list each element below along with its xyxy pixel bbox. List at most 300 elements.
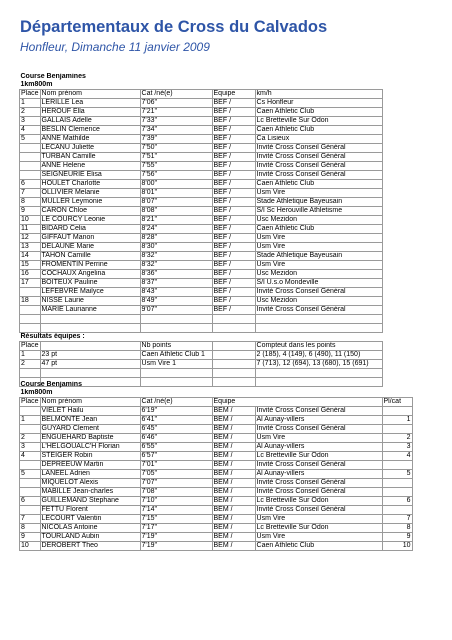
place-cell xyxy=(20,288,41,297)
place-cell: 1 xyxy=(20,416,41,425)
place-cell: 3 xyxy=(20,443,41,452)
result-row xyxy=(20,135,383,144)
name-cell: ANNE Mathilde xyxy=(40,135,140,144)
time-cell: 7'34'' xyxy=(140,126,212,135)
time-cell: 6'19'' xyxy=(140,407,212,416)
time-cell: 8'30'' xyxy=(140,243,212,252)
place-cell: 12 xyxy=(20,234,41,243)
team-members-cell: 7 (713), 12 (694), 13 (680), 15 (691) xyxy=(255,360,382,369)
time-cell: 8'36'' xyxy=(140,270,212,279)
category-cell: BEF / xyxy=(212,252,255,261)
result-row xyxy=(20,126,383,135)
result-row xyxy=(20,470,413,479)
category-cell: BEM / xyxy=(212,488,255,497)
place-cell: 9 xyxy=(20,207,41,216)
time-cell: 8'00'' xyxy=(140,180,212,189)
time-cell: 9'07'' xyxy=(140,306,212,315)
course-distance-row xyxy=(20,81,383,90)
place-cell: 7 xyxy=(20,515,41,524)
category-cell: BEM / xyxy=(212,524,255,533)
name-cell: DELAUNE Marie xyxy=(40,243,140,252)
pl-cat-cell: 5 xyxy=(382,470,412,479)
time-cell: 7'15'' xyxy=(140,515,212,524)
result-row xyxy=(20,99,383,108)
team-cell: Invité Cross Conseil Général xyxy=(255,306,382,315)
results-header xyxy=(40,342,140,351)
category-cell: BEF / xyxy=(212,234,255,243)
place-cell: 13 xyxy=(20,243,41,252)
place-cell xyxy=(20,479,41,488)
team-cell: Lc Bretteville Sur Odon xyxy=(255,452,382,461)
team-cell: Caen Athletic Club xyxy=(255,542,382,551)
team-cell: Al Aunay-villers xyxy=(255,470,382,479)
place-cell: 17 xyxy=(20,279,41,288)
name-cell: BIDARD Celia xyxy=(40,225,140,234)
pl-cat-cell: 2 xyxy=(382,434,412,443)
time-cell: 7'08'' xyxy=(140,488,212,497)
result-row xyxy=(20,108,383,117)
category-cell: BEF / xyxy=(212,270,255,279)
category-cell: BEM / xyxy=(212,434,255,443)
place-cell xyxy=(20,461,41,470)
team-cell: Al Aunay-villers xyxy=(255,443,382,452)
name-cell: HEROUF Ella xyxy=(40,108,140,117)
result-row xyxy=(20,216,383,225)
time-cell: 7'14'' xyxy=(140,506,212,515)
team-empty-cell xyxy=(212,360,255,369)
name-cell: MIQUELOT Alexis xyxy=(40,479,140,488)
result-row xyxy=(20,207,383,216)
name-cell: DEPREEUW Martin xyxy=(40,461,140,470)
result-row xyxy=(20,542,413,551)
name-cell: LERILLE Lea xyxy=(40,99,140,108)
team-cell: Invité Cross Conseil Général xyxy=(255,171,382,180)
team-points-cell: 23 pt xyxy=(40,351,140,360)
category-cell: BEF / xyxy=(212,306,255,315)
category-cell: BEF / xyxy=(212,288,255,297)
name-cell: L'HELGOUALC'H Florian xyxy=(40,443,140,452)
team-cell: Usm Vire xyxy=(255,189,382,198)
category-cell: BEM / xyxy=(212,407,255,416)
place-cell xyxy=(20,488,41,497)
category-cell: BEF / xyxy=(212,153,255,162)
column-header: Equipe xyxy=(212,90,255,99)
name-cell: MARIE Laurianne xyxy=(40,306,140,315)
name-cell: GIFFAUT Manon xyxy=(40,234,140,243)
name-cell: LEFEBVRE Mailyce xyxy=(40,288,140,297)
place-cell: 2 xyxy=(20,434,41,443)
result-row xyxy=(20,306,383,315)
name-cell: BESLIN Clemence xyxy=(40,126,140,135)
category-cell: BEF / xyxy=(212,279,255,288)
category-cell: BEM / xyxy=(212,497,255,506)
time-cell: 7'10'' xyxy=(140,497,212,506)
empty-cell xyxy=(20,315,41,324)
place-cell: 10 xyxy=(20,216,41,225)
category-cell: BEM / xyxy=(212,443,255,452)
result-row xyxy=(20,162,383,171)
column-header: Nom prénom xyxy=(40,90,140,99)
pl-cat-cell: 4 xyxy=(382,452,412,461)
course-title: Course Benjamines xyxy=(20,73,86,80)
page-subtitle: Honfleur, Dimanche 11 janvier 2009 xyxy=(20,40,210,54)
time-cell: 8'08'' xyxy=(140,207,212,216)
time-cell: 6'55'' xyxy=(140,443,212,452)
result-row xyxy=(20,198,383,207)
name-cell: ENGUEHARD Baptiste xyxy=(40,434,140,443)
empty-cell xyxy=(20,324,41,333)
team-cell: Lc Bretteville Sur Odon xyxy=(255,117,382,126)
category-cell: BEF / xyxy=(212,162,255,171)
place-cell xyxy=(20,506,41,515)
place-cell xyxy=(20,171,41,180)
team-cell: Invité Cross Conseil Général xyxy=(255,461,382,470)
place-cell: 2 xyxy=(20,108,41,117)
place-cell: 6 xyxy=(20,180,41,189)
result-row xyxy=(20,261,383,270)
team-cell: Caen Athletic Club xyxy=(255,180,382,189)
result-row xyxy=(20,434,413,443)
team-cell: Ca Lisieux xyxy=(255,135,382,144)
column-header: Nom prénom xyxy=(40,398,140,407)
time-cell: 7'06'' xyxy=(140,99,212,108)
result-row xyxy=(20,270,383,279)
team-members-cell: 2 (185), 4 (149), 6 (490), 11 (150) xyxy=(255,351,382,360)
course-distance: 1km800m xyxy=(20,389,53,396)
result-row xyxy=(20,407,413,416)
time-cell: 7'21'' xyxy=(140,108,212,117)
time-cell: 7'39'' xyxy=(140,135,212,144)
result-row xyxy=(20,425,413,434)
result-row xyxy=(20,443,413,452)
team-cell: Stade Athletique Bayeusain xyxy=(255,252,382,261)
time-cell: 7'33'' xyxy=(140,117,212,126)
result-row xyxy=(20,171,383,180)
place-cell: 16 xyxy=(20,270,41,279)
place-cell xyxy=(20,407,41,416)
result-row xyxy=(20,461,413,470)
name-cell: SEIGNEURIE Elisa xyxy=(40,171,140,180)
result-row xyxy=(20,515,413,524)
pl-cat-cell: 8 xyxy=(382,524,412,533)
team-result-row xyxy=(20,360,383,369)
time-cell: 7'01'' xyxy=(140,461,212,470)
team-cell: Invité Cross Conseil Général xyxy=(255,288,382,297)
team-cell: Usc Mezidon xyxy=(255,216,382,225)
team-name-cell: Caen Athletic Club 1 xyxy=(140,351,212,360)
result-row xyxy=(20,225,383,234)
team-cell: Al Aunay-villers xyxy=(255,416,382,425)
result-row xyxy=(20,234,383,243)
time-cell: 8'07'' xyxy=(140,198,212,207)
place-cell: 4 xyxy=(20,452,41,461)
time-cell: 7'50'' xyxy=(140,144,212,153)
name-cell: TOURLAND Aubin xyxy=(40,533,140,542)
pl-cat-cell xyxy=(382,407,412,416)
name-cell: GALLAIS Adelle xyxy=(40,117,140,126)
results-header: Compteut dans les points xyxy=(255,342,382,351)
place-cell: 3 xyxy=(20,117,41,126)
time-cell: 7'51'' xyxy=(140,153,212,162)
place-cell: 9 xyxy=(20,533,41,542)
pl-cat-cell xyxy=(382,488,412,497)
result-row xyxy=(20,252,383,261)
column-header: Place xyxy=(21,90,39,97)
team-cell: Caen Athletic Club xyxy=(255,225,382,234)
page-title: Départementaux de Cross du Calvados xyxy=(20,18,328,36)
empty-cell xyxy=(140,315,212,324)
empty-cell xyxy=(212,315,255,324)
category-cell: BEM / xyxy=(212,533,255,542)
result-row xyxy=(20,533,413,542)
name-cell: STEIGER Robin xyxy=(40,452,140,461)
team-cell: Usm Vire xyxy=(255,243,382,252)
pl-cat-cell: 9 xyxy=(382,533,412,542)
category-cell: BEF / xyxy=(212,144,255,153)
time-cell: 7'17'' xyxy=(140,524,212,533)
team-cell: Usm Vire xyxy=(255,261,382,270)
team-cell: Invité Cross Conseil Général xyxy=(255,153,382,162)
category-cell: BEF / xyxy=(212,198,255,207)
team-cell: Lc Bretteville Sur Odon xyxy=(255,524,382,533)
team-place-cell: 2 xyxy=(20,360,41,369)
column-header: Cat /né(e) xyxy=(140,398,212,407)
result-row xyxy=(20,189,383,198)
result-row xyxy=(20,416,413,425)
benjamines-table xyxy=(19,73,383,387)
pl-cat-cell xyxy=(382,506,412,515)
empty-cell xyxy=(140,324,212,333)
time-cell: 6'46'' xyxy=(140,434,212,443)
place-cell: 5 xyxy=(20,135,41,144)
name-cell: HOULET Charlotte xyxy=(40,180,140,189)
result-row xyxy=(20,452,413,461)
column-header: Equipe xyxy=(212,398,382,407)
place-cell: 6 xyxy=(20,497,41,506)
result-row xyxy=(20,497,413,506)
course-distance-row xyxy=(20,389,413,398)
name-cell: COCHAUX Angelina xyxy=(40,270,140,279)
team-cell: Invité Cross Conseil Général xyxy=(255,425,382,434)
place-cell: 8 xyxy=(20,198,41,207)
empty-row xyxy=(20,369,383,378)
course-title-row xyxy=(20,381,413,389)
category-cell: BEF / xyxy=(212,297,255,306)
time-cell: 8'32'' xyxy=(140,261,212,270)
name-cell: CARON Chloe xyxy=(40,207,140,216)
empty-cell xyxy=(212,324,255,333)
place-cell xyxy=(20,306,41,315)
name-cell: BELMONTE Jean xyxy=(40,416,140,425)
place-cell xyxy=(20,153,41,162)
category-cell: BEM / xyxy=(212,506,255,515)
header-row xyxy=(20,398,413,407)
team-cell: Invité Cross Conseil Général xyxy=(255,407,382,416)
column-header: Cat /né(e) xyxy=(140,90,212,99)
place-cell xyxy=(20,144,41,153)
team-cell: Caen Athletic Club xyxy=(255,108,382,117)
pl-cat-cell: 1 xyxy=(382,416,412,425)
result-row xyxy=(20,506,413,515)
team-cell: Usm Vire xyxy=(255,515,382,524)
column-header: Pl/cat xyxy=(382,398,412,407)
team-cell: S/l U.s.o Mondeville xyxy=(255,279,382,288)
course-distance: 1km800m xyxy=(20,81,53,88)
team-name-cell: Usm Vire 1 xyxy=(140,360,212,369)
place-cell: 5 xyxy=(20,470,41,479)
name-cell: NISSE Laurie xyxy=(40,297,140,306)
result-row xyxy=(20,144,383,153)
team-cell: Usc Mezidon xyxy=(255,270,382,279)
category-cell: BEF / xyxy=(212,108,255,117)
time-cell: 7'07'' xyxy=(140,479,212,488)
name-cell: LANEEL Adrien xyxy=(40,470,140,479)
name-cell: ANNE Helene xyxy=(40,162,140,171)
place-cell: 1 xyxy=(20,99,41,108)
team-result-row xyxy=(20,351,383,360)
team-cell: Usc Mezidon xyxy=(255,297,382,306)
empty-cell xyxy=(140,369,212,378)
header-row xyxy=(20,90,383,99)
time-cell: 8'37'' xyxy=(140,279,212,288)
team-place-cell: 1 xyxy=(20,351,41,360)
empty-cell xyxy=(40,324,140,333)
name-cell: TAHON Camille xyxy=(40,252,140,261)
category-cell: BEF / xyxy=(212,117,255,126)
category-cell: BEM / xyxy=(212,425,255,434)
category-cell: BEM / xyxy=(212,479,255,488)
place-cell: 7 xyxy=(20,189,41,198)
pl-cat-cell: 7 xyxy=(382,515,412,524)
benjamins-table xyxy=(19,381,413,551)
team-cell: Usm Vire xyxy=(255,434,382,443)
place-cell xyxy=(20,162,41,171)
name-cell: LE COURCY Leonie xyxy=(40,216,140,225)
category-cell: BEF / xyxy=(212,243,255,252)
empty-row xyxy=(20,315,383,324)
team-cell: Invité Cross Conseil Général xyxy=(255,506,382,515)
time-cell: 7'56'' xyxy=(140,171,212,180)
time-cell: 6'41'' xyxy=(140,416,212,425)
result-row xyxy=(20,243,383,252)
category-cell: BEF / xyxy=(212,126,255,135)
category-cell: BEF / xyxy=(212,207,255,216)
pl-cat-cell xyxy=(382,479,412,488)
team-points-cell: 47 pt xyxy=(40,360,140,369)
pl-cat-cell xyxy=(382,461,412,470)
empty-row xyxy=(20,324,383,333)
place-cell: 4 xyxy=(20,126,41,135)
result-row xyxy=(20,153,383,162)
pl-cat-cell xyxy=(382,425,412,434)
result-row xyxy=(20,180,383,189)
category-cell: BEF / xyxy=(212,99,255,108)
time-cell: 8'32'' xyxy=(140,252,212,261)
name-cell: MULLER Leymonie xyxy=(40,198,140,207)
result-row xyxy=(20,297,383,306)
results-title: Résultats équipes : xyxy=(20,333,85,340)
name-cell: FETTU Florent xyxy=(40,506,140,515)
name-cell: LECANU Juliette xyxy=(40,144,140,153)
category-cell: BEF / xyxy=(212,171,255,180)
empty-cell xyxy=(255,369,382,378)
place-cell: 8 xyxy=(20,524,41,533)
empty-cell xyxy=(40,369,140,378)
category-cell: BEM / xyxy=(212,461,255,470)
team-cell: Stade Athletique Bayeusain xyxy=(255,198,382,207)
results-header xyxy=(212,342,255,351)
name-cell: GUILLEMAND Stephane xyxy=(40,497,140,506)
category-cell: BEF / xyxy=(212,135,255,144)
empty-cell xyxy=(20,369,41,378)
time-cell: 7'05'' xyxy=(140,470,212,479)
category-cell: BEF / xyxy=(212,189,255,198)
team-cell: S/l Sc Herouville Athletisme xyxy=(255,207,382,216)
team-cell: Caen Athletic Club xyxy=(255,126,382,135)
results-header-row xyxy=(20,342,383,351)
category-cell: BEM / xyxy=(212,452,255,461)
team-cell: Invité Cross Conseil Général xyxy=(255,162,382,171)
category-cell: BEM / xyxy=(212,515,255,524)
result-row xyxy=(20,288,383,297)
name-cell: GUYARD Clement xyxy=(40,425,140,434)
time-cell: 7'19'' xyxy=(140,533,212,542)
empty-cell xyxy=(255,324,382,333)
course-title-row xyxy=(20,73,383,81)
category-cell: BEM / xyxy=(212,470,255,479)
team-cell: Invité Cross Conseil Général xyxy=(255,144,382,153)
time-cell: 8'43'' xyxy=(140,288,212,297)
team-cell: Lc Bretteville Sur Odon xyxy=(255,497,382,506)
time-cell: 8'49'' xyxy=(140,297,212,306)
category-cell: BEF / xyxy=(212,180,255,189)
name-cell: FROMENTIN Perrine xyxy=(40,261,140,270)
result-row xyxy=(20,117,383,126)
result-row xyxy=(20,488,413,497)
name-cell: NICOLAS Antoine xyxy=(40,524,140,533)
place-cell: 18 xyxy=(20,297,41,306)
category-cell: BEF / xyxy=(212,261,255,270)
place-cell: 10 xyxy=(20,542,41,551)
category-cell: BEM / xyxy=(212,542,255,551)
team-cell: Usm Vire xyxy=(255,533,382,542)
empty-cell xyxy=(40,315,140,324)
place-cell: 14 xyxy=(20,252,41,261)
results-header: Place xyxy=(21,342,39,349)
team-cell: Invité Cross Conseil Général xyxy=(255,479,382,488)
pl-cat-cell: 3 xyxy=(382,443,412,452)
team-cell: Usm Vire xyxy=(255,234,382,243)
time-cell: 7'55'' xyxy=(140,162,212,171)
empty-cell xyxy=(212,369,255,378)
pl-cat-cell: 10 xyxy=(382,542,412,551)
name-cell: DEROBERT Theo xyxy=(40,542,140,551)
time-cell: 8'28'' xyxy=(140,234,212,243)
results-title-row xyxy=(20,333,383,342)
category-cell: BEF / xyxy=(212,225,255,234)
time-cell: 6'57'' xyxy=(140,452,212,461)
column-header: Place xyxy=(21,398,39,405)
name-cell: BOITEUX Pauline xyxy=(40,279,140,288)
pl-cat-cell: 6 xyxy=(382,497,412,506)
place-cell: 15 xyxy=(20,261,41,270)
time-cell: 8'24'' xyxy=(140,225,212,234)
name-cell: OLLIVIER Melanie xyxy=(40,189,140,198)
team-cell: Cs Honfleur xyxy=(255,99,382,108)
time-cell: 7'19'' xyxy=(140,542,212,551)
place-cell xyxy=(20,425,41,434)
category-cell: BEF / xyxy=(212,216,255,225)
